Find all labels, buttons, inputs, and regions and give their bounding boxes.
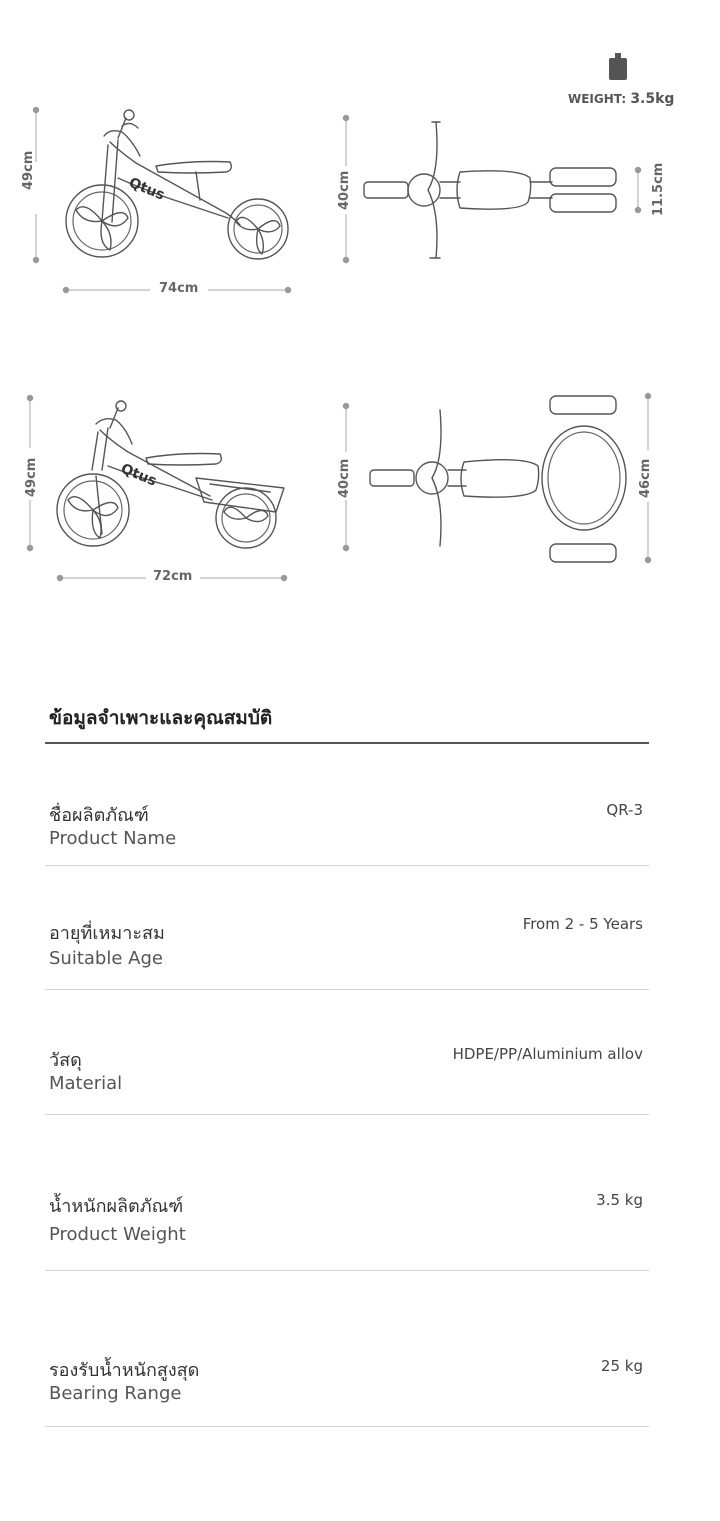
spec-label-en: Material [49, 1073, 123, 1094]
spec-divider [45, 1114, 649, 1115]
spec-label-th: ชื่อผลิตภัณฑ์ [49, 805, 149, 826]
spec-label-th: วัสดุ [49, 1050, 82, 1071]
weight-label: WEIGHT: [568, 92, 627, 106]
top-height-label: 40cm [337, 170, 352, 210]
spec-value: 25 kg [600, 1357, 643, 1375]
spec-label-en: Product Weight [49, 1224, 186, 1245]
spec-value: QR-3 [606, 801, 643, 819]
spec-label-th: น้ำหนักผลิตภัณฑ์ [49, 1196, 184, 1217]
brand-logo-2: Qtus [118, 460, 159, 490]
top-width-label: 11.5cm [651, 162, 666, 216]
specs-heading-divider [45, 742, 649, 744]
spec-divider [45, 989, 649, 990]
side-height-label-2: 49cm [24, 457, 39, 497]
weight-value: 3.5kg [630, 91, 675, 107]
spec-value: HDPE/PP/Aluminium allov [452, 1045, 643, 1063]
brand-logo: Qtus [126, 174, 167, 204]
spec-label-th: อายุที่เหมาะสม [49, 923, 165, 944]
spec-label-en: Bearing Range [49, 1383, 182, 1404]
side-height-label: 49cm [21, 150, 36, 190]
spec-divider [45, 865, 649, 866]
spec-label-th: รองรับน้ำหนักสูงสุด [49, 1360, 200, 1381]
specs-heading: ข้อมูลจำเพาะและคุณสมบัติ [49, 707, 273, 729]
spec-value: 3.5 kg [596, 1191, 643, 1209]
side-length-label: 74cm [159, 281, 199, 296]
spec-label-en: Suitable Age [49, 948, 163, 969]
top-height-label-2: 40cm [337, 458, 352, 498]
spec-divider [45, 1270, 649, 1271]
side-length-label-2: 72cm [153, 569, 193, 584]
tricycle-top-view [330, 380, 670, 600]
spec-label-en: Product Name [49, 828, 177, 849]
spec-value: From 2 - 5 Years [522, 915, 643, 933]
spec-divider [45, 1426, 649, 1427]
tricycle-side-view [0, 380, 330, 600]
balance-bike-top-view [330, 0, 670, 310]
top-width-label-2: 46cm [638, 458, 653, 498]
balance-bike-side-view [0, 0, 330, 310]
